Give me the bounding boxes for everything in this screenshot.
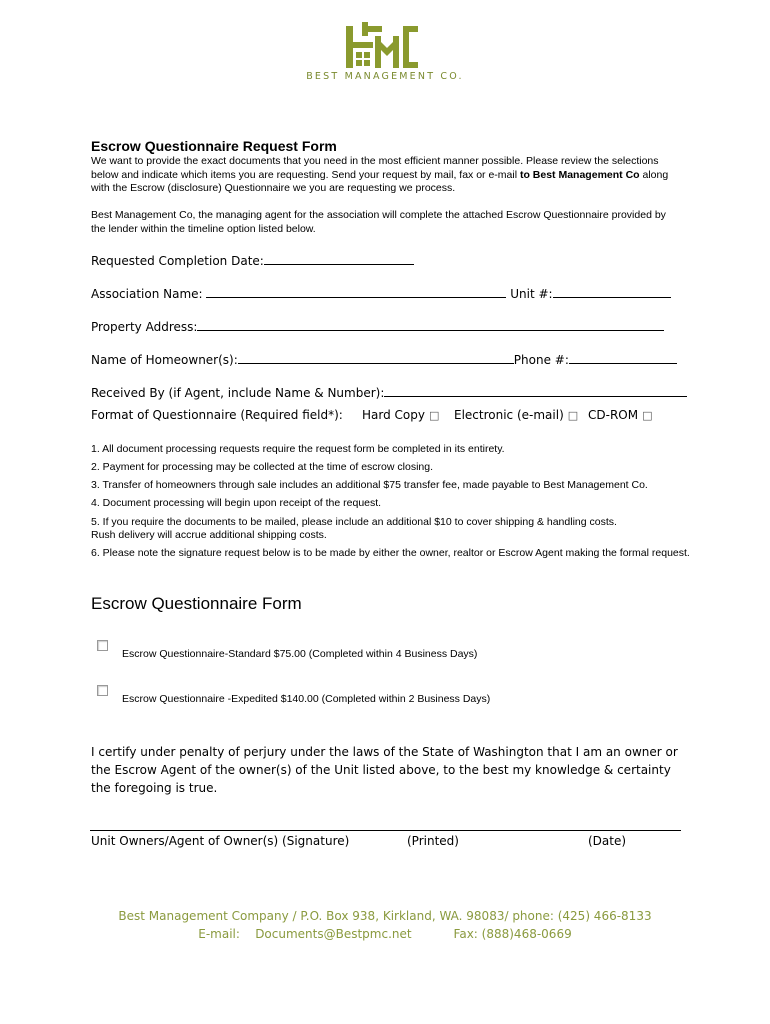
note-item: 6. Please note the signature request below is to be made by either the owner, realtor or Escrow Agent making the formal request.: [91, 547, 690, 559]
format-hard-option[interactable]: [362, 408, 439, 422]
received-by-label: Received By (if Agent, include Name & Number):: [91, 386, 385, 400]
printed-label: (Printed): [407, 834, 459, 848]
standard-checkbox[interactable]: [97, 640, 108, 651]
property-address-row: [91, 318, 664, 334]
format-cdrom-option[interactable]: [588, 408, 653, 422]
hard-copy-checkbox-icon[interactable]: □: [428, 409, 440, 422]
format-cdrom-label: CD-ROM: [588, 408, 639, 422]
intro-paragraph-2: Best Management Co, the managing agent for the association will complete the attached Escrow Questionnaire provided by the lender within the timeline option listed below.: [91, 209, 666, 235]
format-electronic-label: Electronic (e-mail): [454, 408, 564, 422]
homeowner-label: Name of Homeowner(s):: [91, 353, 238, 367]
intro-paragraph: [91, 155, 671, 196]
format-label: Format of Questionnaire (Required field*):: [91, 408, 343, 422]
logo-text: BEST MANAGEMENT CO.: [306, 71, 464, 82]
expedited-option-label: Escrow Questionnaire -Expedited $140.00 (Completed within 2 Business Days): [122, 693, 491, 705]
signature-label: Unit Owners/Agent of Owner(s) (Signature): [91, 834, 350, 848]
note-item: 4. Document processing will begin upon receipt of the request.: [91, 497, 382, 509]
expedited-checkbox[interactable]: [97, 685, 108, 696]
bmc-logo-icon: [346, 22, 418, 68]
unit-line[interactable]: [553, 285, 671, 298]
date-label: (Date): [588, 834, 627, 848]
unit-label: Unit #:: [506, 287, 553, 301]
association-name-label: Association Name:: [91, 287, 207, 301]
signature-line[interactable]: [90, 830, 681, 831]
note-item: 5. If you require the documents to be mailed, please include an additional $10 to cover shipping & handling costs.: [91, 516, 617, 528]
intro-text-b: along with the Escrow (disclosure) Questionnaire we you are requesting we process.: [91, 168, 669, 194]
completion-date-line[interactable]: [264, 252, 414, 265]
phone-label: Phone #:: [513, 353, 569, 367]
format-electronic-option[interactable]: [454, 408, 578, 422]
phone-line[interactable]: [569, 351, 677, 364]
form-title: Escrow Questionnaire Request Form: [91, 138, 337, 154]
completion-date-label: Requested Completion Date:: [91, 254, 264, 268]
note-item: Rush delivery will accrue additional shipping costs.: [91, 529, 327, 541]
note-item: 1. All document processing requests require the request form be completed in its entirety.: [91, 443, 505, 455]
intro-text-bold: to Best Management Co: [519, 168, 640, 181]
homeowner-line[interactable]: [238, 351, 514, 364]
questionnaire-title: Escrow Questionnaire Form: [91, 594, 302, 613]
footer-address: Best Management Company / P.O. Box 938, Kirkland, WA. 98083/ phone: (425) 466-8133: [118, 909, 652, 923]
footer-contact: E-mail: Documents@Bestpmc.net Fax: (888)468-0669: [198, 927, 572, 941]
note-item: 3. Transfer of homeowners through sale includes an additional $75 transfer fee, made payable to Best Management Co.: [91, 479, 648, 491]
property-address-line[interactable]: [197, 318, 664, 331]
received-by-row: [91, 384, 687, 400]
homeowner-row: [91, 351, 677, 367]
certification-text: I certify under penalty of perjury under the laws of the State of Washington that I am an owner or the Escrow Agent of the owner(s) of the Unit listed above, to the best my knowledge & certainty the foregoing is true.: [91, 745, 678, 795]
association-name-line[interactable]: [206, 285, 506, 298]
format-row: [91, 408, 343, 422]
cdrom-checkbox-icon[interactable]: □: [642, 409, 653, 422]
format-hard-label: Hard Copy: [362, 408, 425, 422]
association-row: [91, 285, 671, 301]
completion-date-row: [91, 252, 414, 268]
received-by-line[interactable]: [384, 384, 687, 397]
standard-option-label: Escrow Questionnaire-Standard $75.00 (Completed within 4 Business Days): [122, 648, 478, 660]
intro-text-a: We want to provide the exact documents that you need in the most efficient manner possible. Please review the selections below and indicate which items you are requesting. Send your request by mail, fax or e-mail: [91, 155, 659, 181]
electronic-checkbox-icon[interactable]: □: [567, 409, 579, 422]
note-item: 2. Payment for processing may be collected at the time of escrow closing.: [91, 461, 433, 473]
property-address-label: Property Address:: [91, 320, 198, 334]
